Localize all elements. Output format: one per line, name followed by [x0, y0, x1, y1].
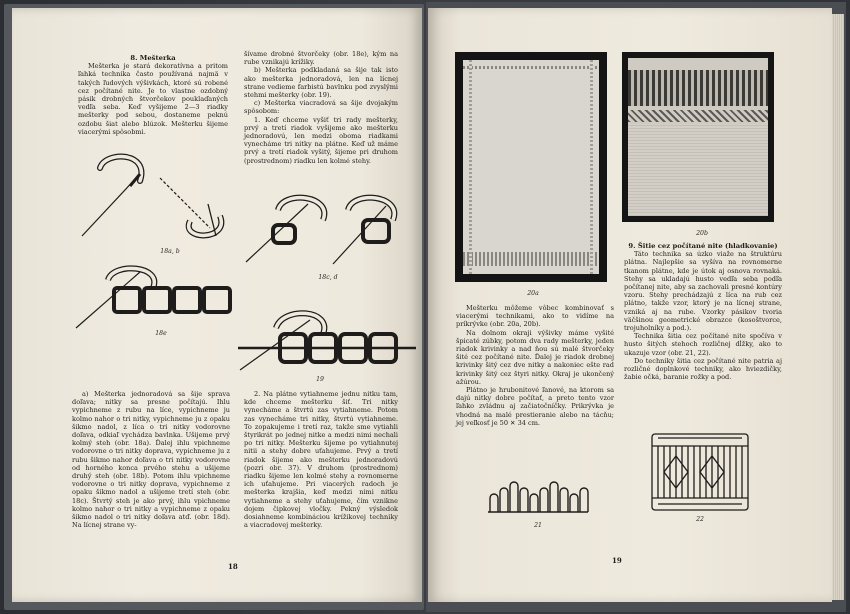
caption-19: 19	[316, 376, 324, 383]
left-col1-bottom	[72, 390, 230, 529]
caption-18cd: 18c, d	[318, 274, 338, 281]
right-col2	[624, 242, 782, 381]
figure-21	[486, 476, 590, 516]
caption-21: 21	[534, 522, 542, 529]
page-stack-edge	[832, 14, 844, 600]
figure-19	[238, 304, 418, 374]
left-page	[12, 8, 422, 602]
figure-18e	[68, 260, 238, 332]
paragraph: Mešterka je stará dekoratívna a pritom ľahká technika často používaná najmä v takých ľudových výšivkách, ktoré sú robené cez počítané nite. Je to vlastne ozdobný pásik drobných štvorčekov pouklaďaných vedľa seba. Keď vyšijeme 2—3 riadky mešterky pod sebou, dostaneme peknú ozdobu šiat alebo blúzok. Mešterku šijeme viacerými spôsobmi.	[78, 62, 228, 136]
section-heading-9: 9. Šitie cez počítané nite (hladkovanie)	[628, 242, 778, 250]
paragraph: Plátno je hrubonitové ľanové, na ktorom sa dajú nitky dobre počítať, a preto tento vzor ľahko zvládnu aj začiatočníčky. Prikrývka je vhodná na malé prestieranie alebo na tácňu; jej veľkosť je 50 ✕ 34 cm.	[456, 386, 614, 427]
embroidery-border-left	[469, 60, 472, 274]
right-col1	[456, 304, 614, 427]
right-page	[428, 8, 832, 602]
figure-22	[650, 432, 750, 512]
paragraph: Na dolnom okraji výšivky máme vyšité špicaté zúbky, potom dva rady mešterky, jeden riadok krivinky a nad ňou sú malé štvorčeky šité cez počítané nite. Ďalej je riadok drobnej krivinky šitý cez dve nitky a nakoniec ešte rad krivinky šitý cez štyri nitky. Okraj je ukončený ažúrou.	[456, 328, 614, 386]
plain-fabric	[628, 124, 768, 216]
embroidery-band	[628, 70, 768, 106]
photo-20b	[622, 52, 774, 222]
embroidery-border-right	[590, 60, 593, 274]
paragraph: b) Mešterka podkladaná sa šije tak isto ako mešterka jednoradová, len na lícnej strane vedieme farbistú bavlnku pod zvyslými stehmi mešterky (obr. 19).	[244, 66, 398, 100]
caption-20a: 20a	[527, 290, 539, 297]
paragraph: Mešterku môžeme vôbec kombinovať s viacerými technikami, ako to vidíme na príkrývke (obr. 20a, 20b).	[456, 304, 614, 329]
embroidery-border-top	[463, 66, 599, 69]
paragraph: c) Mešterka viacradová sa šije dvojakým spôsobom:	[244, 99, 398, 116]
caption-18e: 18e	[155, 330, 167, 337]
paragraph: Technika šitia cez počítané nite spočíva v husto šitých stehoch rozličnej dĺžky, ako to ukazuje vzor (obr. 21, 22).	[624, 332, 782, 357]
paragraph: Do techniky šitia cez počítané nite patria aj rozličné doplnkové techniky, ako hviezdičky, žabie očká, baranie rožky a pod.	[624, 356, 782, 382]
figure-18ab	[70, 146, 240, 246]
page-number-right: 19	[612, 556, 622, 565]
figure-18cd	[238, 190, 408, 270]
caption-20b: 20b	[696, 230, 708, 237]
left-col2-top	[244, 50, 398, 165]
paragraph: 1. Keď chceme vyšiť tri rady mešterky, prvý a tretí riadok vyšijeme ako mešterku jednoradovú, len medzi oboma riadkami vynecháme tri nitky na plátne. Keď už máme prvý a tretí riadok vyšitý, šijeme pri druhom (prostrednom) riadku len kolmé stehy.	[244, 115, 398, 165]
page-number-left: 18	[228, 562, 238, 571]
left-col1-intro	[78, 54, 228, 136]
left-col2-bottom	[244, 390, 398, 529]
tablecloth	[463, 60, 599, 274]
paragraph: a) Mešterka jednoradová sa šije sprava doľava; nitky sa presne počítajú. Ihlu vypichneme z rubu na líce, vypichneme ju kolmo nahor o tri nitky, vypichneme ju z opaku šikmo nadol, z líca o tri nitky vodorovne doľava, odkiaľ vychádza bavlnka. Ušijeme prvý kolmý steh (obr. 18a). Ďalej ihlu vpichneme vodorovne o tri nitky doprava, vypichneme ju z rubu šikmo nahor doľava o tri nitky vodorovne od horného konca prvého stehu a ušijeme druhý steh (obr. 18b). Potom ihlu vpichneme vodorovne o tri nitky doprava, vypichneme z opaku šikmo nadol a ušijeme tretí steh (obr. 18c). Štvrtý steh je ako prvý, ihlu vpichneme kolmo nahor o tri nitky a vypichneme z opaku šikmo nadol o tri nitky doľava atď. (obr. 18d). Na lícnej strane vy-	[72, 390, 230, 530]
caption-18ab: 18a, b	[160, 248, 180, 255]
paragraph: Táto technika sa úzko viaže na štruktúru plátna. Najlepšie sa vyšíva na rovnomerne tkanom plátne, kde je útok aj osnova rovnaká. Stehy sa ukladajú husto vedľa seba podľa počítanej nite, aby sa zachovali presné kontúry vzoru. Stehy prechádzajú z líca na rub cez plátno, takže vzor, ktorý je na lícnej strane, vzniká aj na rube. Vzorky pásikov tvoria väčšinou geometrické obrazce (kosoštvorce, trojuholníky a pod.).	[624, 250, 782, 333]
photo-20a	[455, 52, 607, 282]
caption-22: 22	[696, 516, 704, 523]
embroidery-border-bottom	[463, 252, 599, 266]
paragraph: šívame drobné štvorčeky (obr. 18e), kým na rube vznikajú krížiky.	[244, 50, 398, 67]
zigzag-band	[628, 110, 768, 122]
section-heading-8: 8. Mešterka	[130, 54, 176, 62]
paragraph: 2. Na plátne vytiahneme jednu nitku tam, kde chceme mešterku šiť. Tri nitky vynecháme a štvrtú zas vytiahneme. Potom zas vynecháme tri nitky, štvrtú vytiahneme. To zopakujeme i tretí raz, takže sme vytiahli štyrikrát po jednej nitke a medzi nimi nechali po tri nitky. Mešterku šijeme po vytiahnutej nitii a stehy dobre uťahujeme. Prvý a tretí riadok šijeme ako mešterku jednoradovú (pozri obr. 37). V druhom (prostrednom) riadku šijeme len kolmé stehy a rovnomerne ich uťahujeme. Pri viacerých radoch je mešterka krajšia, keď medzi nimi nitku vytiahneme a stehy uťahujeme, čím vznikne dojem čipkovej vločky. Pekný výsledok dosiahneme kombináciou krížikovej techniky a viacradovej mešterky.	[244, 390, 398, 530]
